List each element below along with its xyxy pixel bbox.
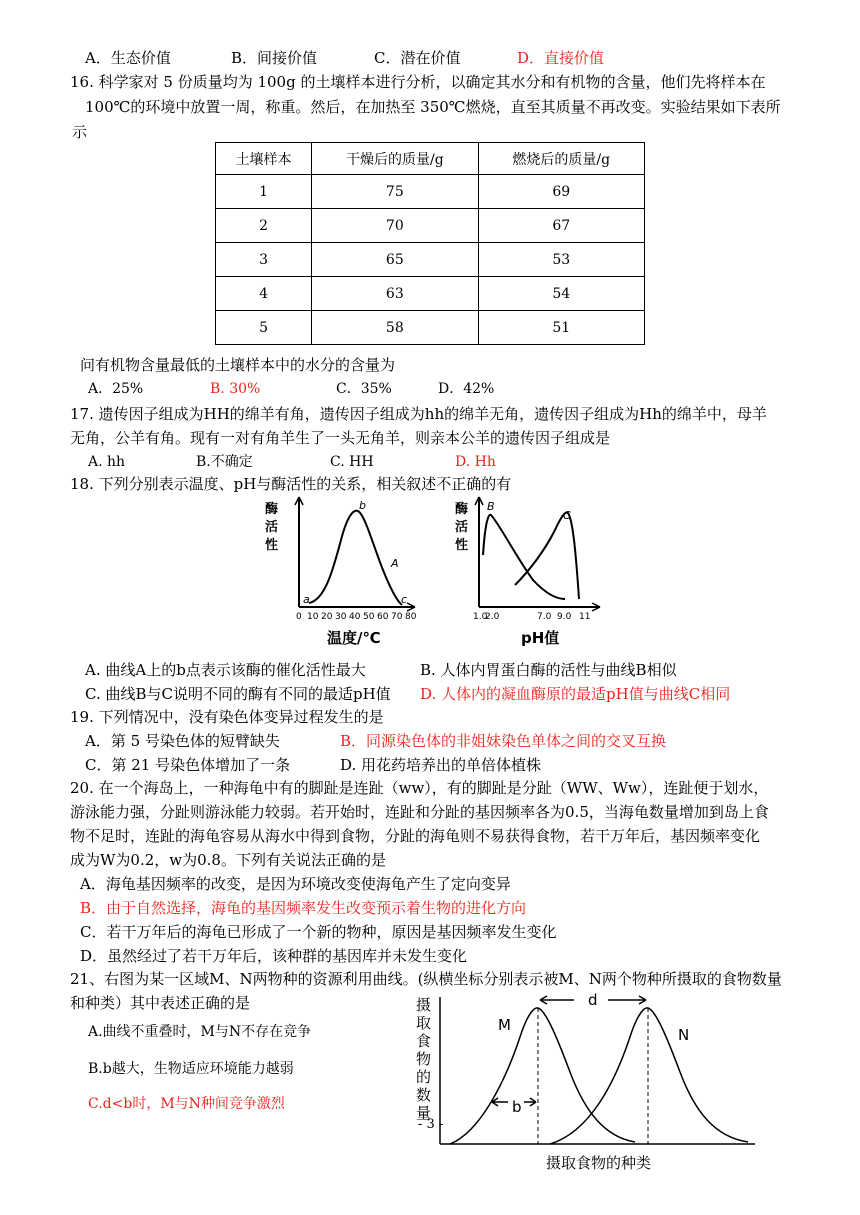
svg-text:60: 60 [377, 612, 389, 622]
q19-option-b-answer: B．同源染色体的非姐妹染色单体之间的交叉互换 [340, 732, 667, 750]
ph-enzyme-figure [455, 495, 615, 655]
q18-option-c: C. 曲线B与C说明不同的酶有不同的最适pH值 [85, 685, 391, 703]
fig1-xticks [296, 612, 417, 622]
fig1-ylabel-1: 酶 [265, 502, 279, 517]
q20-stem-line2: 游泳能力强，分趾则游泳能力较弱。若开始时，连趾和分趾的基因频率各为0.5，当海龟数量增加到岛上食 [70, 803, 769, 821]
svg-text:的: 的 [416, 1068, 432, 1086]
table-cell: 65 [312, 243, 478, 277]
table-cell: 51 [478, 311, 644, 345]
svg-text:11: 11 [579, 612, 591, 622]
q19-stem: 19. 下列情况中，没有染色体变异过程发生的是 [70, 708, 384, 726]
soil-sample-table [215, 142, 645, 345]
svg-text:食: 食 [416, 1032, 432, 1050]
table-cell: 70 [312, 209, 478, 243]
q18-option-a: A. 曲线A上的b点表示该酶的催化活性最大 [85, 661, 366, 679]
curve-a [309, 511, 402, 605]
q16-option-a: A．25% [88, 381, 144, 397]
q21-option-a: A.曲线不重叠时，M与N不存在竞争 [88, 1024, 312, 1040]
table-row [216, 243, 645, 277]
svg-text:1.0: 1.0 [473, 612, 488, 622]
q15-option-b: B．间接价值 [231, 49, 318, 67]
svg-text:0: 0 [296, 612, 302, 622]
table-cell: 67 [478, 209, 644, 243]
q16-option-b-answer: B. 30% [210, 381, 261, 397]
svg-text:9.0: 9.0 [557, 612, 572, 622]
q16-option-d: D．42% [438, 381, 495, 397]
table-row [216, 311, 645, 345]
fig3-xlabel: 摄取食物的种类 [546, 1154, 652, 1172]
svg-text:量: 量 [416, 1104, 432, 1122]
point-b-label: b [359, 499, 366, 512]
table-header-row [216, 143, 645, 175]
svg-text:数: 数 [416, 1086, 432, 1104]
table-cell: 53 [478, 243, 644, 277]
table-cell: 5 [216, 311, 312, 345]
point-c-label: c [401, 593, 408, 606]
fig2-ylabel-3: 性 [455, 538, 469, 553]
q16-stem-line2: 100℃的环境中放置一周，称重。然后，在加热至 350℃燃烧，直至其质量不再改变。实验结果如下表所 [85, 98, 781, 116]
q17-stem-line2: 无角，公羊有角。现有一对有角羊生了一头无角羊，则亲本公羊的遗传因子组成是 [70, 429, 611, 447]
curve-c [515, 513, 579, 599]
table-cell: 4 [216, 277, 312, 311]
curve-n [550, 1008, 748, 1144]
q21-stem-line1: 21、右图为某一区域M、N两物种的资源利用曲线。(纵横坐标分别表示被M、N两个物种所摄取的食物数量 [70, 970, 782, 988]
table-header: 燃烧后的质量/g [478, 143, 644, 175]
q19-option-a: A．第 5 号染色体的短臂缺失 [85, 732, 280, 750]
svg-text:10: 10 [307, 612, 319, 622]
q19-option-c: C．第 21 号染色体增加了一条 [85, 756, 291, 774]
fig1-xlabel: 温度/℃ [327, 629, 381, 647]
q20-option-d: D．虽然经过了若干万年后，该种群的基因库并未发生变化 [80, 947, 468, 965]
table-cell: 1 [216, 175, 312, 209]
q18-option-b: B. 人体内胃蛋白酶的活性与曲线B相似 [420, 661, 677, 679]
q16-stem-line3: 示 [72, 123, 88, 141]
curve-b [483, 515, 565, 599]
q19-option-d: D. 用花药培养出的单倍体植株 [340, 756, 542, 774]
q21-stem-line2: 和种类）其中表述正确的是 [70, 994, 251, 1012]
q20-stem-line1: 20. 在一个海岛上，一种海龟中有的脚趾是连趾（ww），有的脚趾是分趾（WW、Ww），连趾便于划水， [70, 779, 769, 797]
q20-stem-line3: 物不足时，连趾的海龟容易从海水中得到食物，分趾的海龟则不易获得食物，若干万年后，基因频率变化 [70, 827, 761, 845]
q15-option-c: C．潜在价值 [374, 49, 461, 67]
table-row [216, 209, 645, 243]
q18-stem: 18. 下列分别表示温度、pH与酶活性的关系，相关叙述不正确的有 [70, 475, 512, 493]
svg-text:20: 20 [321, 612, 333, 622]
curve-a-label: A [391, 557, 399, 570]
q18-option-d-answer: D. 人体内的凝血酶原的最适pH值与曲线C相同 [420, 685, 731, 703]
svg-text:7.0: 7.0 [537, 612, 552, 622]
q17-option-c: C. HH [330, 454, 374, 470]
q21-option-c-answer: C.d<b时，M与N种间竞争激烈 [88, 1096, 285, 1112]
q16-question: 问有机物含量最低的土壤样本中的水分的含量为 [80, 356, 396, 374]
q15-option-d-answer: D．直接价值 [517, 49, 605, 67]
curve-n-label: N [678, 1026, 690, 1044]
q20-option-c: C．若干万年后的海龟已形成了一个新的物种，原因是基因频率发生变化 [80, 923, 557, 941]
table-cell: 58 [312, 311, 478, 345]
table-cell: 2 [216, 209, 312, 243]
svg-text:40: 40 [349, 612, 361, 622]
resource-utilization-figure [410, 992, 770, 1182]
curve-m [450, 1008, 635, 1144]
svg-text:80: 80 [405, 612, 417, 622]
svg-text:70: 70 [391, 612, 403, 622]
svg-text:2.0: 2.0 [485, 612, 500, 622]
q17-stem-line1: 17. 遗传因子组成为HH的绵羊有角，遗传因子组成为hh的绵羊无角，遗传因子组成为Hh的绵羊中，母羊 [70, 405, 767, 423]
fig2-xlabel: pH值 [521, 629, 560, 647]
q20-stem-line4: 成为W为0.2，w为0.8。下列有关说法正确的是 [70, 851, 386, 869]
fig1-ylabel-3: 性 [265, 538, 279, 553]
table-header: 土壤样本 [216, 143, 312, 175]
fig3-ylabel [416, 996, 431, 1122]
table-header: 干燥后的质量/g [312, 143, 478, 175]
table-cell: 69 [478, 175, 644, 209]
table-cell: 63 [312, 277, 478, 311]
q21-option-b: B.b越大，生物适应环境能力越弱 [88, 1061, 294, 1077]
q20-option-a: A．海龟基因频率的改变，是因为环境改变使海龟产生了定向变异 [80, 875, 511, 893]
svg-text:取: 取 [416, 1014, 432, 1032]
svg-text:物: 物 [416, 1050, 432, 1068]
table-cell: 54 [478, 277, 644, 311]
temperature-enzyme-figure [265, 495, 430, 655]
q16-option-c: C．35% [336, 381, 392, 397]
q15-option-a: A．生态价值 [85, 49, 171, 67]
d-label: d [588, 992, 598, 1009]
curve-m-label: M [498, 1016, 511, 1034]
q17-option-b: B.不确定 [196, 454, 253, 470]
fig2-ylabel-2: 活 [455, 520, 469, 535]
table-cell: 3 [216, 243, 312, 277]
table-cell: 75 [312, 175, 478, 209]
svg-text:30: 30 [335, 612, 347, 622]
fig2-xticks [473, 612, 590, 622]
page-number: - 3 - [418, 1117, 444, 1132]
table-row [216, 175, 645, 209]
q17-option-d-answer: D. Hh [455, 454, 496, 470]
curve-b-label: B [487, 500, 495, 513]
q17-option-a: A. hh [88, 454, 126, 470]
svg-text:摄: 摄 [416, 996, 432, 1014]
b-label: b [512, 1098, 522, 1116]
q20-option-b-answer: B．由于自然选择，海龟的基因频率发生改变预示着生物的进化方向 [80, 899, 527, 917]
curve-c-label: C [563, 509, 571, 522]
q16-stem-line1: 16. 科学家对 5 份质量均为 100g 的土壤样本进行分析，以确定其水分和有机物的含量，他们先将样本在 [70, 73, 766, 91]
fig1-ylabel-2: 活 [265, 520, 279, 535]
table-row [216, 277, 645, 311]
svg-text:50: 50 [363, 612, 375, 622]
point-a-label: a [303, 593, 310, 606]
fig2-ylabel-1: 酶 [455, 502, 469, 517]
